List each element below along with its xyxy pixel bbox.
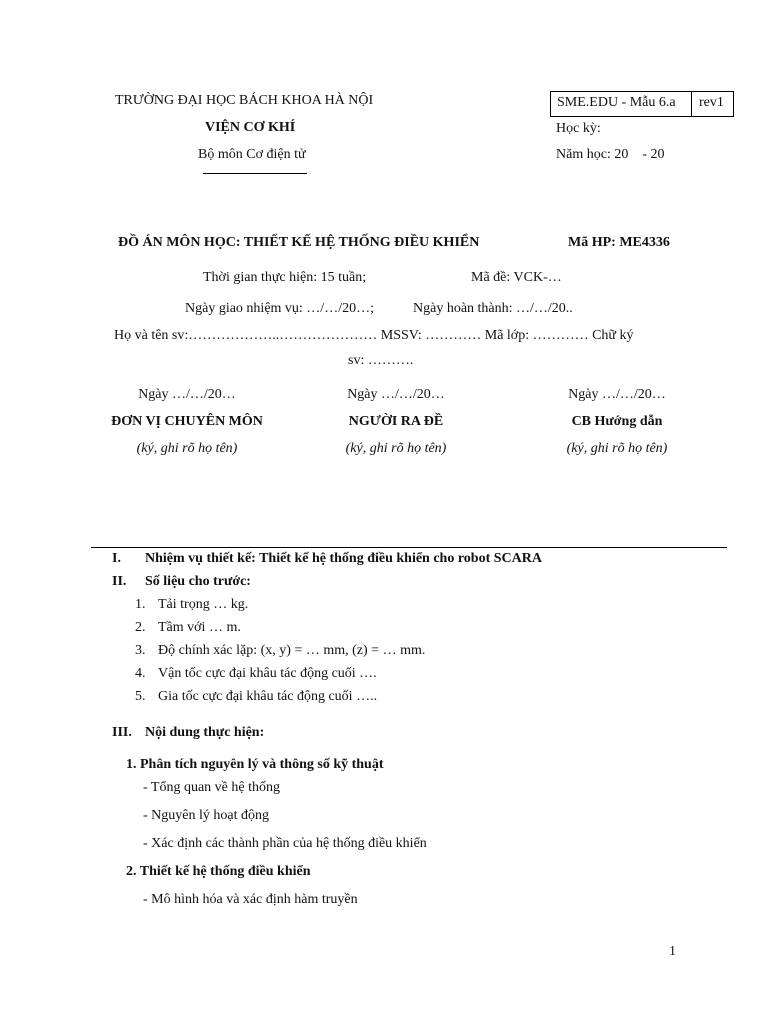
page-number: 1 [669,944,676,959]
list-item-number: 4. [135,666,146,681]
list-item-number: 1. [135,597,146,612]
section-3-number: III. [112,725,132,740]
list-item: - Xác định các thành phần của hệ thống điều khiển [143,836,427,851]
institute-name: VIỆN CƠ KHÍ [205,120,296,135]
section-1-text: Nhiệm vụ thiết kế: Thiết kế hệ thống điều khiển cho robot SCARA [145,551,542,566]
list-item: Vận tốc cực đại khâu tác động cuối …. [158,666,377,681]
section-1-number: I. [112,551,121,566]
student-signature-line: sv: ………. [348,353,414,368]
list-item: - Nguyên lý hoạt động [143,808,269,823]
document-title: ĐỒ ÁN MÔN HỌC: THIẾT KẾ HỆ THỐNG ĐIỀU KHIỂN [118,235,480,250]
assign-date: Ngày giao nhiệm vụ: …/…/20…; [185,301,374,316]
section-divider [91,547,727,548]
signature-date-1: Ngày …/…/20… [138,387,236,402]
subsection-1-title: 1. Phân tích nguyên lý và thông số kỹ thuật [126,757,384,772]
signature-role-1: ĐƠN VỊ CHUYÊN MÔN [111,414,263,429]
department-name: Bộ môn Cơ điện tử [198,147,306,162]
topic-code: Mã đề: VCK-… [471,270,562,285]
signature-role-3: CB Hướng dẫn [571,414,663,429]
signature-note-3: (ký, ghi rõ họ tên) [566,441,668,456]
section-2-number: II. [112,574,127,589]
list-item: Độ chính xác lặp: (x, y) = … mm, (z) = … mm. [158,643,426,658]
form-code: SME.EDU - Mẫu 6.a [557,95,676,110]
section-3-title: Nội dung thực hiện: [145,725,265,740]
section-2-title: Số liệu cho trước: [145,574,251,589]
signature-note-1: (ký, ghi rõ họ tên) [136,441,238,456]
form-code-box [550,91,734,117]
form-code-separator [691,92,692,116]
list-item-number: 3. [135,643,146,658]
header-divider [203,173,307,174]
list-item: - Tổng quan về hệ thống [143,780,280,795]
list-item: - Mô hình hóa và xác định hàm truyền [143,892,358,907]
finish-date: Ngày hoàn thành: …/…/20.. [413,301,573,316]
signature-role-2: NGƯỜI RA ĐỀ [348,414,444,429]
semester-field: Học kỳ: [556,121,601,136]
student-info-line: Họ và tên sv:………………..………………… MSSV: ………… Mã lớp: ………… Chữ ký [114,328,634,343]
duration: Thời gian thực hiện: 15 tuần; [203,270,367,285]
school-year-field: Năm học: 20 - 20 [556,147,665,162]
subsection-2-title: 2. Thiết kế hệ thống điều khiển [126,864,311,879]
revision: rev1 [699,95,724,110]
list-item-number: 5. [135,689,146,704]
signature-date-3: Ngày …/…/20… [568,387,666,402]
list-item-number: 2. [135,620,146,635]
signature-date-2: Ngày …/…/20… [347,387,445,402]
course-code: Mã HP: ME4336 [568,235,670,250]
university-name: TRƯỜNG ĐẠI HỌC BÁCH KHOA HÀ NỘI [115,93,374,108]
list-item: Tầm với … m. [158,620,241,635]
signature-note-2: (ký, ghi rõ họ tên) [345,441,447,456]
list-item: Tải trọng … kg. [158,597,249,612]
list-item: Gia tốc cực đại khâu tác động cuối ….. [158,689,378,704]
